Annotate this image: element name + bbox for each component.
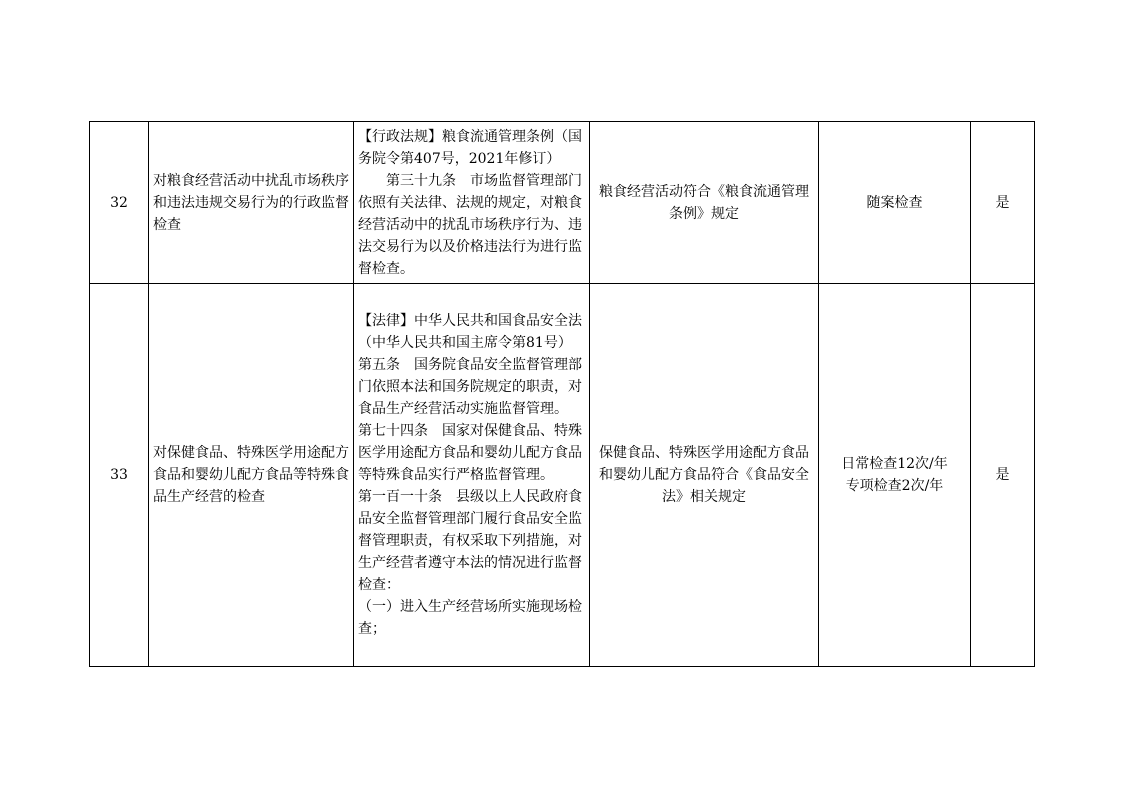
table-row [90,122,1035,284]
legal-basis [354,284,590,667]
basis-article: 第五条 国务院食品安全监督管理部门依照本法和国务院规定的职责，对食品生产经营活动实施监督管理。 [358,357,582,417]
inspection-frequency [819,122,971,284]
basis-source: 【法律】中华人民共和国食品安全法（中华人民共和国主席令第81号） [358,313,582,351]
basis-article: 第一百一十条 县级以上人民政府食品安全监督管理部门履行食品安全监督管理职责，有权采取下列措施，对生产经营者遵守本法的情况进行监督检查： [358,489,582,593]
legal-basis [354,122,590,284]
row-number: 32 [90,122,149,284]
inspection-item: 对粮食经营活动中扰乱市场秩序和违法违规交易行为的行政监督检查 [149,122,354,284]
basis-article: （一）进入生产经营场所实施现场检查； [358,599,582,637]
row-number: 33 [90,284,149,667]
basis-article: 第三十九条 市场监督管理部门依照有关法律、法规的规定，对粮食经营活动中的扰乱市场秩序行为、违法交易行为以及价格违法行为进行监督检查。 [358,172,582,277]
frequency-line: 随案检查 [866,194,923,211]
inspection-standard: 保健食品、特殊医学用途配方食品和婴幼儿配方食品符合《食品安全法》相关规定 [590,284,819,667]
inspection-standard: 粮食经营活动符合《粮食流通管理条例》规定 [590,122,819,284]
frequency-line: 专项检查2次/年 [845,478,944,494]
inspection-frequency [819,284,971,667]
flag-value: 是 [971,284,1035,667]
table-row [90,284,1035,667]
flag-value: 是 [971,122,1035,284]
basis-article: 第七十四条 国家对保健食品、特殊医学用途配方食品和婴幼儿配方食品等特殊食品实行严格监督管理。 [358,423,582,483]
basis-source: 【行政法规】粮食流通管理条例（国务院令第407号，2021年修订） [358,128,582,167]
frequency-line: 日常检查12次/年 [841,456,948,472]
inspection-item: 对保健食品、特殊医学用途配方食品和婴幼儿配方食品等特殊食品生产经营的检查 [149,284,354,667]
inspection-table [89,121,1035,667]
